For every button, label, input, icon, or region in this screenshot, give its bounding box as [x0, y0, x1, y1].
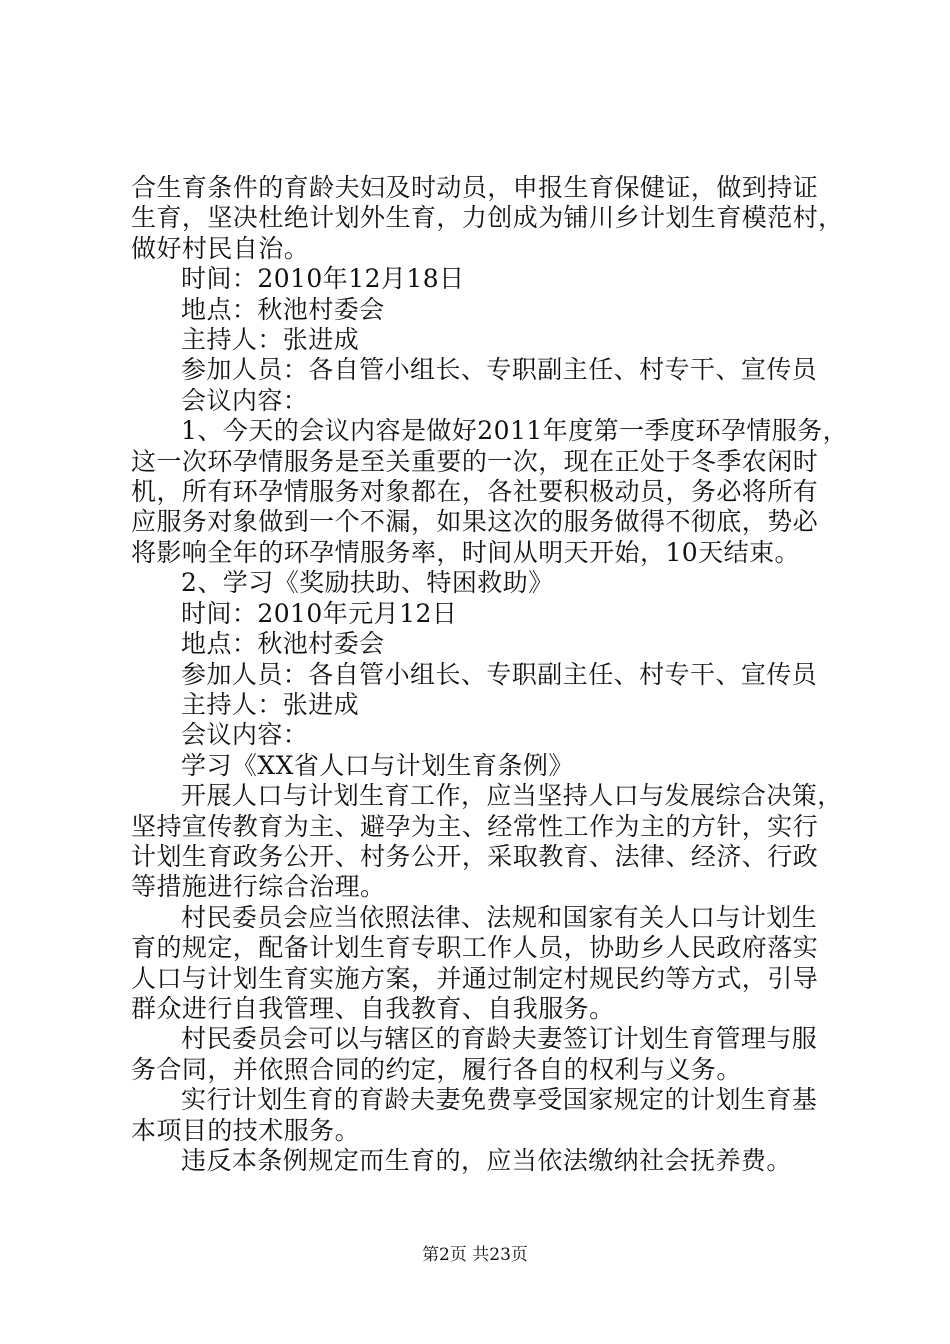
text-line: 本项目的技术服务。 [131, 1115, 361, 1145]
text-line: 实行计划生育的育龄夫妻免费享受国家规定的计划生育基 [181, 1085, 818, 1115]
text-line: 这一次环孕情服务是至关重要的一次，现在正处于冬季农闲时 [131, 446, 819, 476]
text-line: 村民委员会可以与辖区的育龄夫妻签订计划生育管理与服 [181, 1024, 818, 1054]
text-line: 地点：秋池村委会 [181, 294, 385, 324]
text-line: 生育，坚决杜绝计划外生育，力创成为铺川乡计划生育模范村， [131, 203, 844, 233]
text-line: 做好村民自治。 [131, 233, 310, 263]
text-line: 务合同，并依照合同的约定，履行各自的权利与义务。 [131, 1054, 742, 1084]
text-line: 应服务对象做到一个不漏，如果这次的服务做得不彻底，势必 [131, 507, 819, 537]
text-line: 违反本条例规定而生育的，应当依法缴纳社会抚养费。 [181, 1146, 792, 1175]
text-line: 村民委员会应当依照法律、法规和国家有关人口与计划生 [181, 902, 818, 932]
text-line: 合生育条件的育龄夫妇及时动员，申报生育保健证，做到持证 [131, 173, 819, 202]
text-line: 机，所有环孕情服务对象都在，各社要积极动员，务必将所有 [131, 477, 819, 507]
text-line: 会议内容： [181, 720, 309, 750]
text-line: 1、今天的会议内容是做好2011年度第一季度环孕情服务， [181, 416, 849, 446]
text-line: 坚持宣传教育为主、避孕为主、经常性工作为主的方针，实行 [131, 811, 819, 841]
text-line: 时间：2010年元月12日 [181, 598, 458, 628]
text-line: 参加人员：各自管小组长、专职副主任、村专干、宣传员 [181, 659, 818, 689]
text-line: 主持人：张进成 [181, 325, 360, 355]
document-body [131, 173, 849, 1176]
text-line: 群众进行自我管理、自我教育、自我服务。 [131, 993, 615, 1023]
text-line: 会议内容： [181, 385, 309, 415]
text-line: 2、学习《奖励扶助、特困救助》 [181, 568, 554, 598]
text-line: 主持人：张进成 [181, 689, 360, 719]
text-line: 等措施进行综合治理。 [131, 872, 386, 902]
text-line: 开展人口与计划生育工作，应当坚持人口与发展综合决策， [181, 781, 843, 811]
text-line: 计划生育政务公开、村务公开，采取教育、法律、经济、行政 [131, 841, 819, 871]
text-line: 时间：2010年12月18日 [181, 264, 465, 294]
page-footer: 第2页 共23页 [422, 1245, 528, 1265]
text-line: 育的规定，配备计划生育专职工作人员，协助乡人民政府落实 [131, 933, 819, 963]
text-line: 地点：秋池村委会 [181, 629, 385, 659]
text-line: 人口与计划生育实施方案，并通过制定村规民约等方式，引导 [131, 963, 819, 993]
text-line: 将影响全年的环孕情服务率，时间从明天开始，10天结束。 [131, 537, 800, 567]
text-line: 学习《XX省人口与计划生育条例》 [181, 750, 574, 780]
text-line: 参加人员：各自管小组长、专职副主任、村专干、宣传员 [181, 355, 818, 385]
